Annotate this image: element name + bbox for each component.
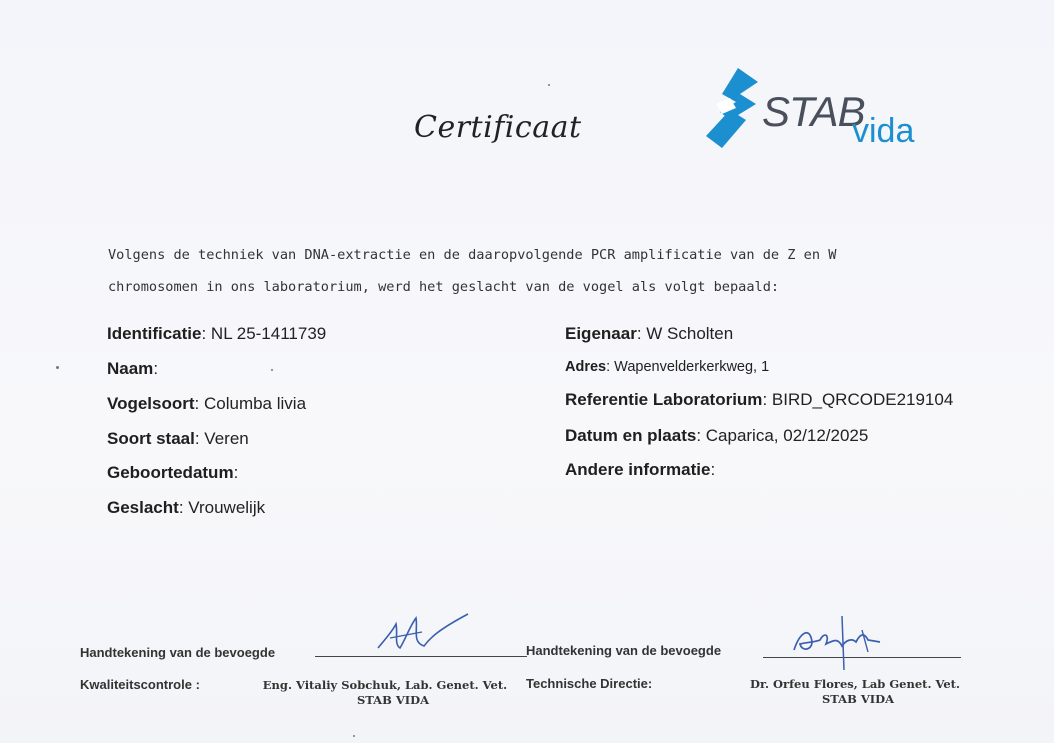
field-label: Geslacht <box>107 498 179 517</box>
field-eigenaar <box>565 324 733 344</box>
field-value: : BIRD_QRCODE219104 <box>762 390 954 409</box>
signatory-org-left: STAB VIDA <box>356 693 430 707</box>
field-label: Referentie Laboratorium <box>565 390 763 409</box>
handwritten-signature-left <box>372 608 472 658</box>
field-identificatie <box>107 324 326 344</box>
field-soort-staal <box>107 429 249 449</box>
field-value: : Columba livia <box>194 394 307 413</box>
field-label: Identificatie <box>107 324 202 343</box>
field-value: : Wapenvelderkerkweg, 1 <box>606 359 770 375</box>
field-label: Geboortedatum <box>107 463 234 482</box>
field-datum-en-plaats <box>565 426 868 446</box>
signatory-org-right: STAB VIDA <box>821 692 895 706</box>
certificate-title: Certificaat <box>414 110 582 145</box>
field-referentie-laboratorium <box>565 390 953 410</box>
field-value: : <box>233 463 239 482</box>
field-vogelsoort <box>107 394 306 414</box>
field-label: Andere informatie <box>565 460 711 479</box>
field-geslacht <box>107 498 265 518</box>
field-value: : <box>153 359 159 378</box>
scan-speck <box>271 369 273 371</box>
field-value: : Caparica, 02/12/2025 <box>696 426 869 445</box>
field-adres <box>565 359 769 375</box>
stab-vida-logo-icon <box>700 64 770 154</box>
signature-heading-right: Handtekening van de bevoegde <box>526 643 722 658</box>
signatory-name-right: Dr. Orfeu Flores, Lab Genet. Vet. <box>750 677 960 691</box>
intro-line-2: chromosomen in ons laboratorium, werd het geslacht van de vogel als volgt bepaald: <box>108 279 780 295</box>
scan-speck <box>548 84 550 86</box>
field-naam <box>107 359 158 379</box>
field-value: : NL 25-1411739 <box>201 324 327 343</box>
field-label: Datum en plaats <box>565 426 697 445</box>
signature-heading-left: Handtekening van de bevoegde <box>80 645 276 660</box>
field-label: Eigenaar <box>565 324 637 343</box>
handwritten-signature-right <box>790 612 910 672</box>
field-andere-informatie <box>565 460 715 480</box>
field-value: : <box>710 460 716 479</box>
field-label: Soort staal <box>107 429 195 448</box>
scan-speck <box>56 366 59 369</box>
logo-brand-text: STAB <box>762 88 865 135</box>
logo-sub-text: vida <box>852 112 915 150</box>
signatory-name-left: Eng. Vitaliy Sobchuk, Lab. Genet. Vet. <box>262 678 508 692</box>
field-label: Vogelsoort <box>107 394 195 413</box>
field-label: Naam <box>107 359 154 378</box>
field-geboortedatum <box>107 463 238 483</box>
signature-role-right: Technische Directie: <box>526 676 653 691</box>
field-label: Adres <box>565 359 607 375</box>
scan-speck <box>353 735 355 737</box>
field-value: : Vrouwelijk <box>178 498 266 517</box>
intro-line-1: Volgens de techniek van DNA-extractie en de daaropvolgende PCR amplificatie van de Z en W <box>108 247 837 263</box>
stab-vida-logo <box>700 62 980 162</box>
signature-role-left: Kwaliteitscontrole : <box>80 677 200 692</box>
field-value: : W Scholten <box>636 324 734 343</box>
field-value: : Veren <box>194 429 249 448</box>
